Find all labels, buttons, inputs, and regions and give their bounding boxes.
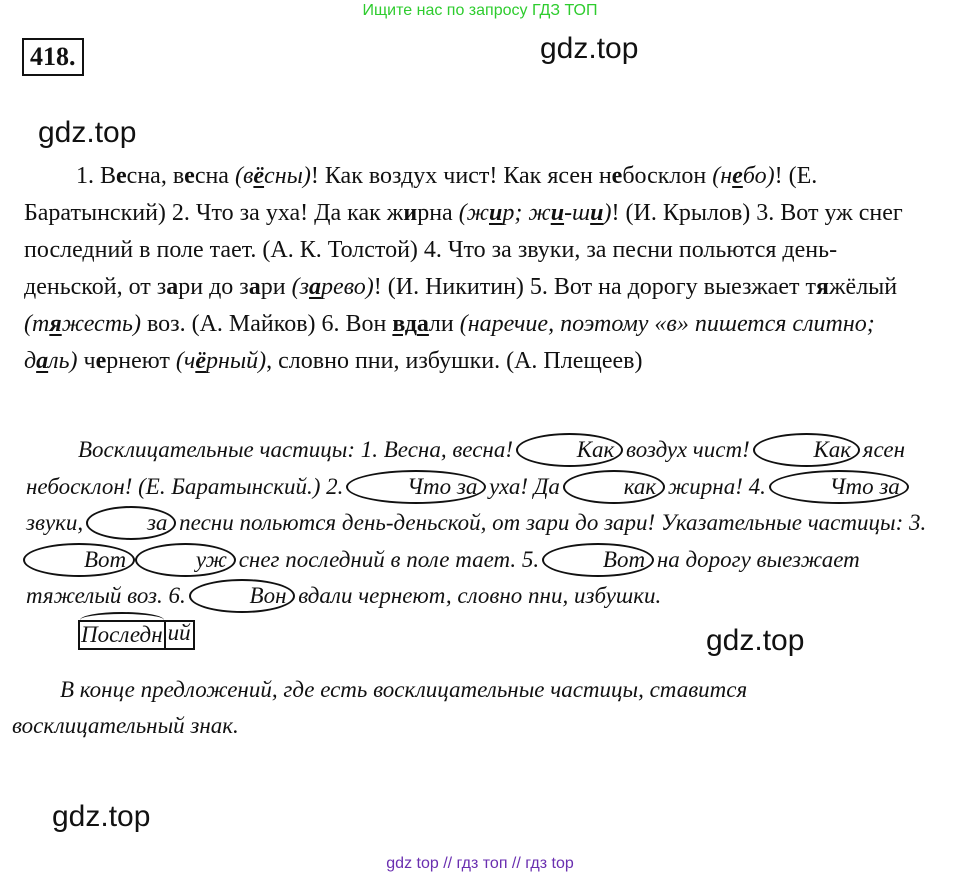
circled-particle: как (563, 470, 665, 504)
circled-particle: уж (135, 543, 236, 577)
circled-particle: за (86, 506, 176, 540)
circled-particle: Как (753, 433, 861, 467)
exercise-text: 1. Весна, весна (вёсны)! Как воздух чист! Как ясен небосклон (небо)! (Е. Баратынский) 2. Что за уха! Да как жирна (жир; жи-ши)! (И. Крылов) 3. Вот уж снег последний в поле тает. (А. К. Толстой) 4. Что за звуки, за песни польются день-деньской, от зари до зари (зарево)! (И. Никитин) 5. Вот на дорогу выезжает тяжёлый (тяжесть) воз. (А. Майков) 6. Вон вдали (наречие, поэтому «в» пишется слитно; даль) чернеют (чёрный), словно пни, избушки. (А. Плещеев) (24, 163, 903, 374)
watermark: gdz.top (38, 116, 137, 149)
watermark: gdz.top (706, 624, 805, 657)
particles-analysis: Восклицательные частицы: 1. Весна, весна! Как воздух чист! Как ясен небосклон! (Е. Баратынский.) 2. Что за уха! Да как жирна! 4. Что за звуки, за песни польются день-деньской, от зари до зари! Указательные частицы: 3. Вот уж снег последний в поле тает. 5. Вот на дорогу выезжает тяжелый воз. 6. Вон вдали чернеют, словно пни, избушки. (26, 432, 940, 615)
word-root: Последн (78, 620, 164, 650)
root-arc (80, 612, 164, 628)
word-ending: ий (164, 620, 195, 650)
search-hint-link[interactable]: Ищите нас по запросу ГДЗ ТОП (362, 2, 598, 19)
morphemic-parse (78, 620, 195, 650)
circled-particle: Как (516, 433, 624, 467)
circled-particle: Вот (23, 543, 135, 577)
circled-particle: Вон (189, 579, 296, 613)
task-number: 418. (22, 38, 84, 76)
circled-particle: Что за (769, 470, 909, 504)
footer-links[interactable]: gdz top // гдз топ // гдз top (386, 855, 574, 872)
watermark: gdz.top (540, 32, 639, 65)
circled-particle: Что за (346, 470, 486, 504)
circled-particle: Вот (542, 543, 654, 577)
watermark: gdz.top (52, 800, 151, 833)
conclusion-text: В конце предложений, где есть восклицательные частицы, ставится восклицательный знак. (12, 677, 748, 738)
